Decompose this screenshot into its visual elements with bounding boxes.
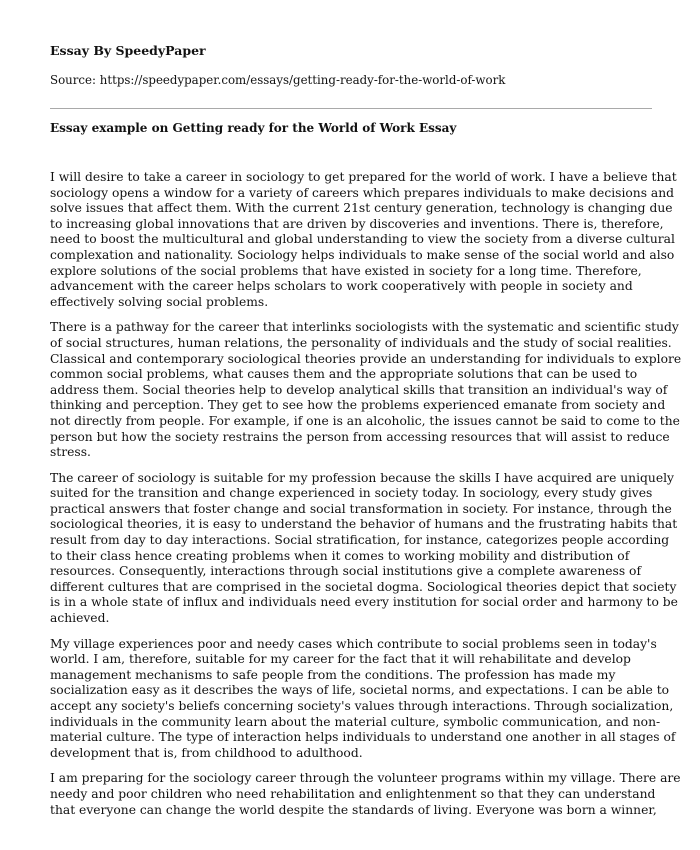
paragraph-line: of social structures, human relations, the personality of individuals and the study of social realities. (50, 335, 672, 350)
paragraph-line: to their class hence creating problems when it comes to working mobility and distribution of (50, 548, 630, 563)
paragraph-line: thinking and perception. They get to see how the problems experienced emanate from society and (50, 398, 666, 413)
paragraph-line: achieved. (50, 611, 110, 626)
paragraph-line: material culture. The type of interaction helps individuals to understand one another in all stages of (50, 730, 676, 745)
paragraph-line: common social problems, what causes them and the appropriate solutions that can be used to (50, 367, 638, 382)
paragraph-line: management mechanisms to safe people from the conditions. The profession has made my (50, 667, 616, 682)
paragraph-line: explore solutions of the social problems that have existed in society for a long time. Therefore, (50, 263, 642, 278)
paragraph-line: My village experiences poor and needy cases which contribute to social problems seen in today's (50, 636, 657, 651)
paragraph-line: complexation and nationality. Sociology helps individuals to make sense of the social world and also (50, 247, 675, 262)
paragraph-line: I am preparing for the sociology career through the volunteer programs within my village. There are (50, 771, 681, 786)
paragraph-line: accept any society's beliefs concerning society's values through interactions. Through socialization, (50, 699, 674, 713)
paragraph-line: The career of sociology is suitable for my profession because the skills I have acquired are uniquely (50, 470, 674, 485)
paragraph-line: Classical and contemporary sociological theories provide an understanding for individuals to explore (50, 351, 682, 366)
paragraph-line: advancement with the career helps scholars to work cooperatively with people in society and (50, 279, 633, 294)
source-url-line: Source: https://speedypaper.com/essays/getting-ready-for-the-world-of-work (50, 73, 506, 87)
paragraph-line: socialization easy as it describes the ways of life, societal norms, and expectations. I can be able to (50, 683, 670, 698)
paragraph-line: address them. Social theories help to develop analytical skills that transition an individual's way of (50, 382, 668, 397)
paragraph-line: effectively solving social problems. (50, 294, 269, 309)
paragraph-line: There is a pathway for the career that interlinks sociologists with the systematic and scientific study (50, 320, 679, 335)
paragraph-line: person but how the society restrains the person from accessing resources that will assist to reduce (50, 429, 670, 444)
paragraph-line: different cultures that are comprised in the societal dogma. Sociological theories depict that society (50, 579, 677, 594)
paragraph-line: solve issues that affect them. With the current 21st century generation, technology is changing due (50, 201, 673, 216)
paragraph-line: not directly from people. For example, if one is an alcoholic, the issues cannot be said to come to the (50, 413, 680, 428)
essay-paragraph (50, 470, 678, 627)
paragraph-line: suited for the transition and change experienced in society today. In sociology, every study gives (50, 486, 653, 501)
document-header-title: Essay By SpeedyPaper (50, 43, 206, 58)
paragraph-line: individuals in the community learn about the material culture, symbolic communication, and non- (50, 714, 661, 729)
essay-paragraph (50, 170, 677, 310)
paragraph-line: to increasing global innovations that are driven by discoveries and inventions. There is, therefore, (50, 216, 664, 231)
paragraph-line: result from day to day interactions. Social stratification, for instance, categorizes people according (50, 533, 670, 548)
essay-paragraph (50, 771, 681, 818)
paragraph-line: resources. Consequently, interactions through social institutions give a complete awareness of (50, 564, 642, 579)
essay-title: Essay example on Getting ready for the World of Work Essay (50, 121, 457, 135)
paragraph-line: sociological theories, it is easy to understand the behavior of humans and the frustrating habits that (50, 517, 678, 532)
paragraph-line: practical answers that foster change and social transformation in society. For instance, through the (50, 501, 672, 516)
paragraph-line: needy and poor children who need rehabilitation and enlightenment so that they can understand (50, 786, 656, 801)
paragraph-line: sociology opens a window for a variety of careers which prepares individuals to make decisions and (50, 185, 675, 200)
paragraph-line: stress. (50, 445, 91, 460)
paragraph-line: is in a whole state of influx and individuals need every institution for social order and harmony to be (50, 595, 678, 610)
essay-body (50, 170, 682, 828)
paragraph-line: world. I am, therefore, suitable for my career for the fact that it will rehabilitate and develop (50, 652, 631, 667)
essay-paragraph (50, 636, 676, 762)
essay-paragraph (50, 320, 682, 460)
paragraph-line: need to boost the multicultural and global understanding to view the society from a diverse cultural (50, 232, 675, 247)
header-divider (50, 108, 652, 109)
paragraph-line: that everyone can change the world despite the standards of living. Everyone was born a winner, (50, 802, 657, 817)
paragraph-line: I will desire to take a career in sociology to get prepared for the world of work. I have a believe that (50, 170, 677, 184)
paragraph-line: development that is, from childhood to adulthood. (50, 745, 363, 760)
